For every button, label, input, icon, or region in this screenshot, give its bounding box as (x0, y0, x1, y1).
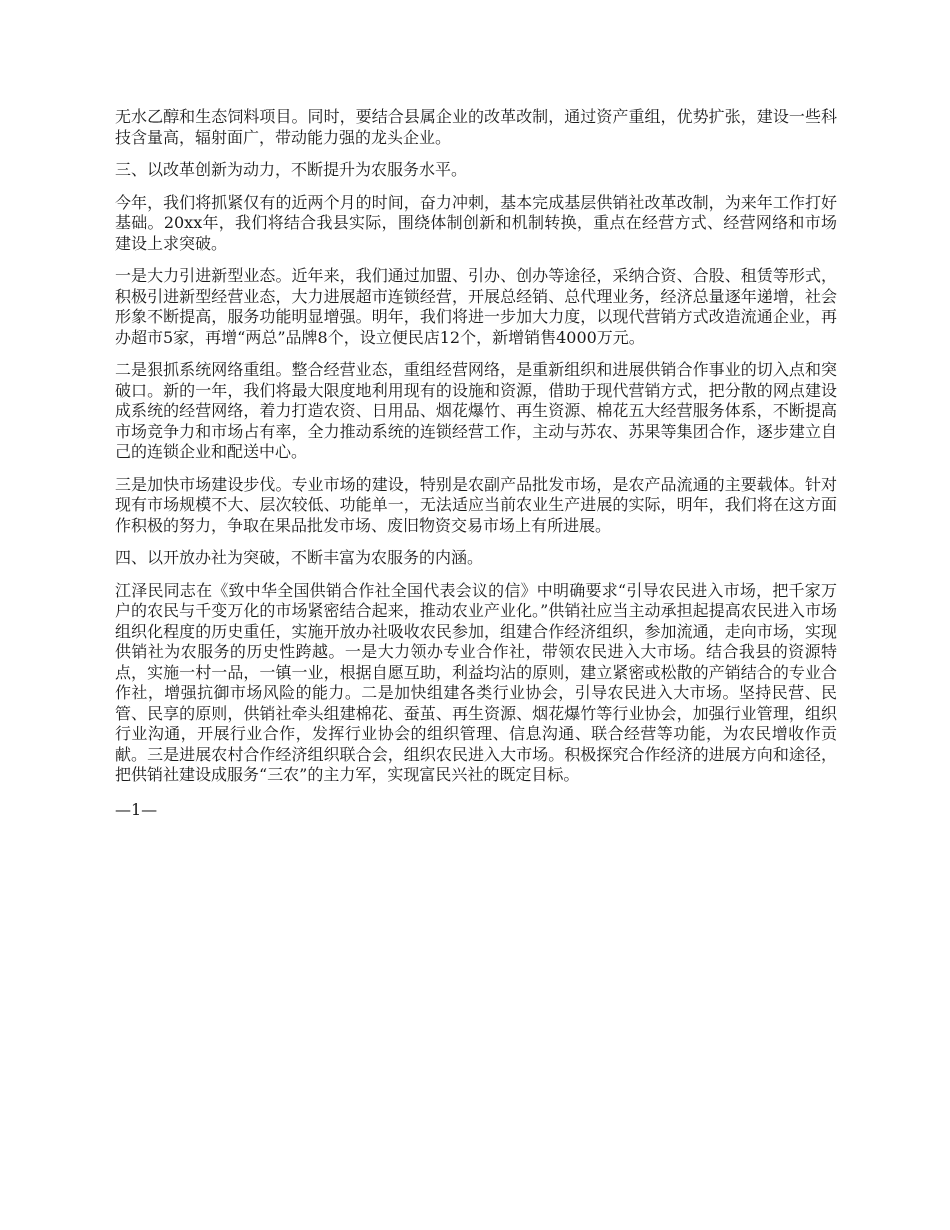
paragraph-network-restructure: 二是狠抓系统网络重组。整合经营业态，重组经营网络，是重新组织和进展供销合作事业的切入点和突破口。新的一年，我们将最大限度地利用现有的设施和资源，借助于现代营销方式，把分散的网点建设成系统的经营网络，着力打造农资、日用品、烟花爆竹、再生资源、棉花五大经营服务体系，不断提高市场竞争力和市场占有率，全力推动系统的连锁经营工作，主动与苏农、苏果等集团合作，逐步建立自己的连锁企业和配送中心。 (115, 360, 837, 461)
paragraph-market-construction: 三是加快市场建设步伐。专业市场的建设，特别是农副产品批发市场，是农产品流通的主要载体。针对现有市场规模不大、层次较低、功能单一，无法适应当前农业生产进展的实际，明年，我们将在这方面作积极的努力，争取在果品批发市场、废旧物资交易市场上有所进展。 (115, 474, 837, 535)
page-number: —1— (115, 799, 158, 819)
section-heading-3: 三、以改革创新为动力，不断提升为农服务水平。 (115, 160, 468, 179)
paragraph-intro-continuation: 无水乙醇和生态饲料项目。同时，要结合县属企业的改革改制，通过资产重组，优势扩张，建设一些科技含量高，辐射面广，带动能力强的龙头企业。 (115, 107, 837, 147)
document-page (115, 107, 837, 832)
paragraph-open-cooperative: 江泽民同志在《致中华全国供销合作社全国代表会议的信》中明确要求“引导农民进入市场，把千家万户的农民与千变万化的市场紧密结合起来，推动农业产业化。”供销社应当主动承担起提高农民进入市场组织化程度的历史重任，实施开放办社吸收农民参加，组建合作经济组织，参加流通，走向市场，实现供销社为农服务的历史性跨越。一是大力领办专业合作社，带领农民进入大市场。结合我县的资源特点，实施一村一品，一镇一业，根据自愿互助，利益均沾的原则，建立紧密或松散的产销结合的专业合作社，增强抗御市场风险的能力。二是加快组建各类行业协会，引导农民进入大市场。坚持民营、民管、民享的原则，供销社牵头组建棉花、蚕茧、再生资源、烟花爆竹等行业协会，加强行业管理，组织行业沟通，开展行业合作，发挥行业协会的组织管理、信息沟通、联合经营等功能，为农民增收作贡献。三是进展农村合作经济组织联合会，组织农民进入大市场。积极探究合作经济的进展方向和途径，把供销社建设成服务“三农”的主力军，实现富民兴社的既定目标。 (115, 580, 837, 784)
paragraph-new-formats: 一是大力引进新型业态。近年来，我们通过加盟、引办、创办等途径，采纳合资、合股、租赁等形式，积极引进新型经营业态，大力进展超市连锁经营，开展总经销、总代理业务，经济总量逐年递增，社会形象不断提高，服务功能明显增强。明年，我们将进一步加大力度，以现代营销方式改造流通企业，再办超市5家，再增“两总”品牌8个，设立便民店12个，新增销售4000万元。 (115, 266, 837, 347)
section-heading-4: 四、以开放办社为突破，不断丰富为农服务的内涵。 (115, 548, 484, 567)
paragraph-reform-plan: 今年，我们将抓紧仅有的近两个月的时间，奋力冲刺，基本完成基层供销社改革改制，为来年工作打好基础。20xx年，我们将结合我县实际，围绕体制创新和机制转换，重点在经营方式、经营网络和市场建设上求突破。 (115, 192, 837, 253)
